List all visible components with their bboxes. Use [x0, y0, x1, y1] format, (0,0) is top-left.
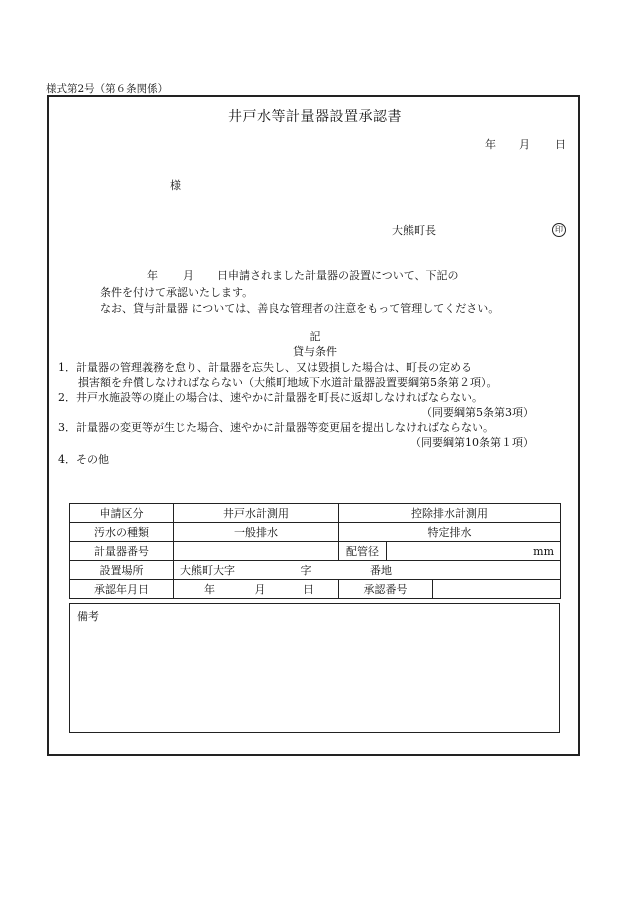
body-line-3: なお、貸与計量器 については、善良な管理者の注意をもって管理してください。 — [100, 302, 500, 315]
option-deduction-drain-meter: 控除排水計測用 — [339, 504, 561, 523]
document-title: 井戸水等計量器設置承認書 — [228, 109, 402, 125]
option-general-drainage: 一般排水 — [174, 523, 339, 542]
conditions-title: 貸与条件 — [293, 345, 337, 358]
condition-1-line-1: 1．計量器の管理義務を怠り、計量器を忘失し、又は毀損した場合は、町長の定める — [58, 361, 472, 374]
addressee-suffix: 様 — [170, 179, 181, 192]
meter-number-label: 計量器番号 — [70, 542, 174, 561]
application-category-label: 申請区分 — [70, 504, 174, 523]
pipe-diameter-label: 配管径 — [339, 542, 387, 561]
pipe-diameter-field[interactable]: mm — [387, 542, 561, 561]
table-row — [70, 523, 561, 542]
condition-1-line-2: 損害額を弁償しなければならない（大熊町地域下水道計量器設置要綱第5条第２項）。 — [78, 376, 498, 389]
date-month: 月 — [519, 138, 530, 151]
approval-month-text: 月 — [254, 583, 266, 596]
date-day: 日 — [555, 138, 566, 151]
table-row — [70, 504, 561, 523]
body-line-2: 条件を付けて承認いたします。 — [100, 286, 254, 299]
remarks-label: 備考 — [77, 610, 99, 623]
issuer-name: 大熊町長 — [392, 224, 436, 237]
install-location-field[interactable] — [174, 561, 561, 580]
condition-4-line-1: 4．その他 — [58, 453, 109, 466]
approval-number-field[interactable] — [433, 580, 561, 599]
date-year: 年 — [485, 138, 496, 151]
location-town-text: 大熊町大字 — [180, 564, 235, 577]
table-row — [70, 542, 561, 561]
meter-number-field[interactable] — [174, 542, 339, 561]
body-date-month: 月 — [183, 269, 194, 282]
condition-2-reference: （同要綱第5条第3項） — [421, 406, 534, 419]
table-row — [70, 561, 561, 580]
form-number-label: 様式第2号（第６条関係） — [46, 83, 169, 95]
location-banchi-text: 番地 — [370, 564, 392, 577]
application-table — [69, 503, 561, 599]
approval-date-label: 承認年月日 — [70, 580, 174, 599]
approval-number-label: 承認番号 — [339, 580, 433, 599]
table-row — [70, 580, 561, 599]
approval-date-field[interactable] — [174, 580, 339, 599]
ki-heading: 記 — [309, 330, 321, 343]
condition-3-reference: （同要綱第10条第１項） — [410, 436, 534, 449]
approval-day-text: 日 — [303, 583, 314, 596]
install-location-label: 設置場所 — [70, 561, 174, 580]
condition-3-line-1: 3．計量器の変更等が生じた場合、速やかに計量器等変更届を提出しなければならない。 — [58, 421, 494, 434]
sewage-type-label: 汚水の種類 — [70, 523, 174, 542]
location-aza-text: 字 — [300, 564, 312, 577]
remarks-box[interactable] — [69, 603, 560, 733]
condition-2-line-1: 2．井戸水施設等の廃止の場合は、速やかに計量器を町長に返却しなければならない。 — [58, 391, 483, 404]
body-line-1: 日申請されました計量器の設置について、下記の — [217, 269, 459, 282]
seal-mark: 印 — [552, 223, 566, 237]
option-specified-drainage: 特定排水 — [339, 523, 561, 542]
body-date-year: 年 — [147, 269, 158, 282]
option-well-water-meter: 井戸水計測用 — [174, 504, 339, 523]
approval-year-text: 年 — [204, 583, 215, 596]
